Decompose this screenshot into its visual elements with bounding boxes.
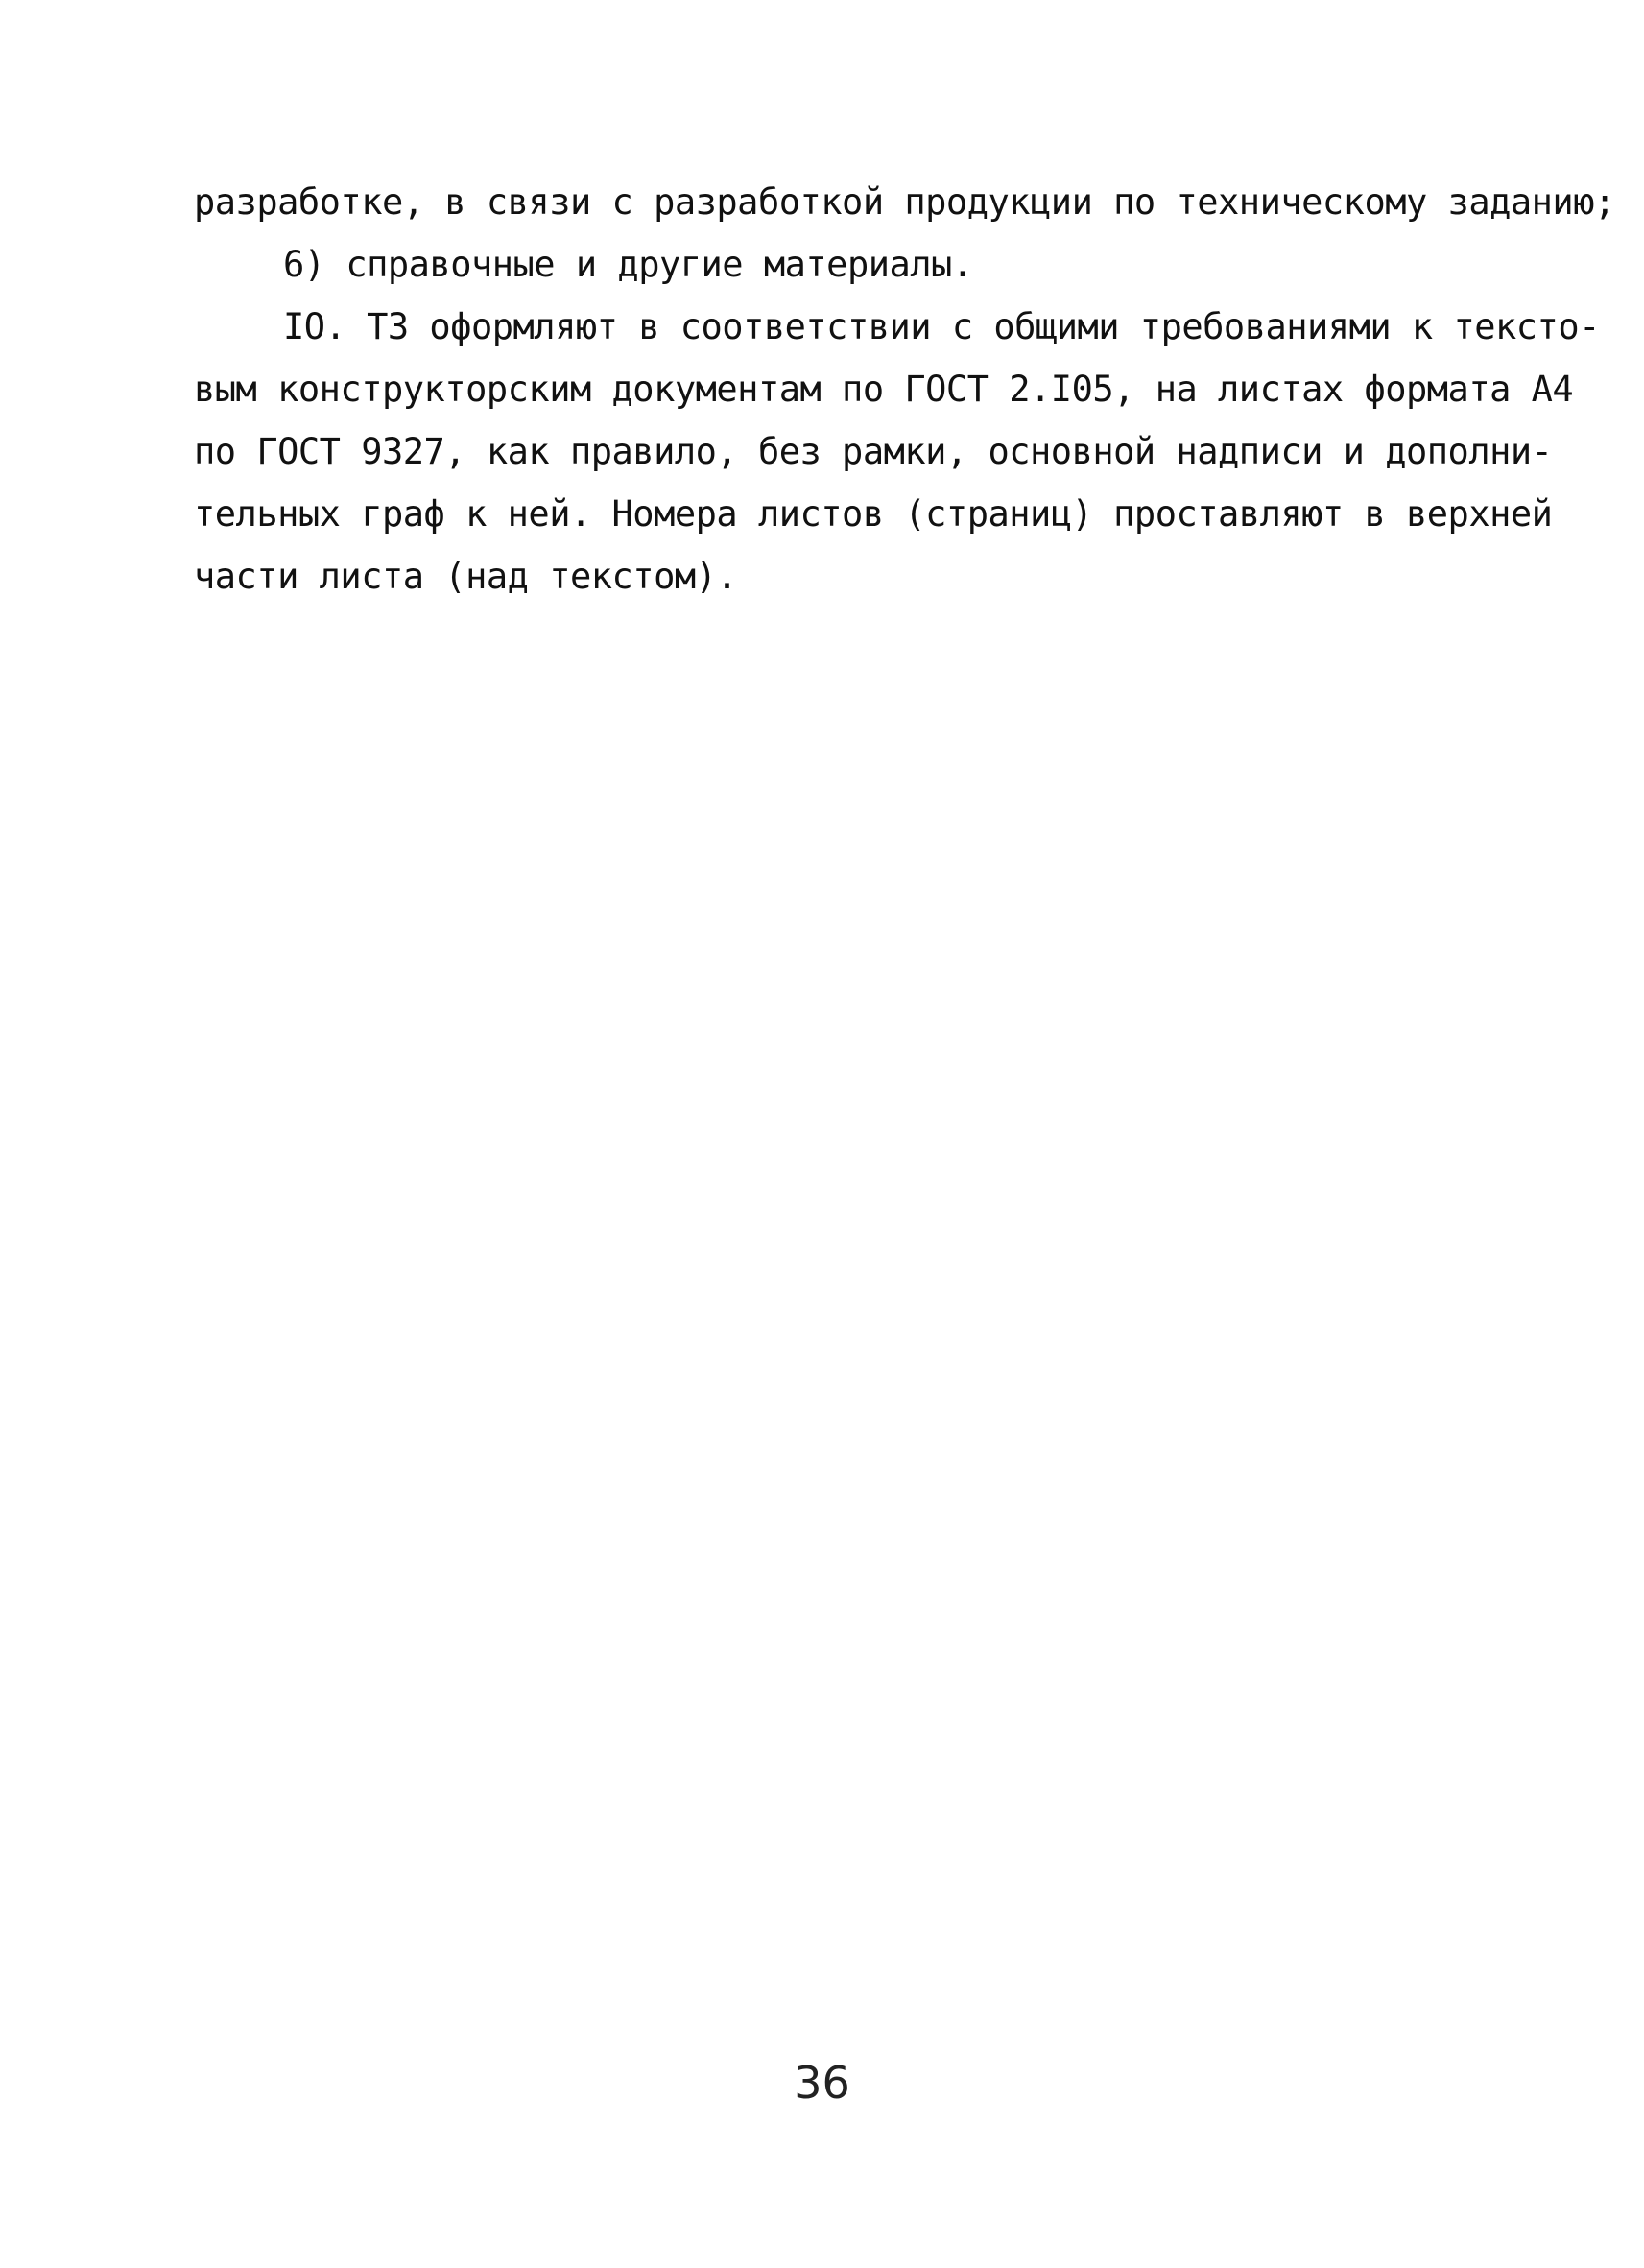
paragraph-10-line-4: тельных граф к ней. Номера листов (страниц) проставляют в верхней (194, 493, 1553, 535)
body-text (194, 171, 1615, 608)
paragraph-10-line-1: IO. ТЗ оформляют в соответствии с общими требованиями к тексто- (283, 306, 1600, 347)
text-line-1: разработке, в связи с разработкой продукции по техническому заданию; (194, 181, 1615, 223)
paragraph-10-line-2: вым конструкторским документам по ГОСТ 2.I05, на листах формата А4 (194, 369, 1574, 410)
page-number: 36 (794, 2057, 850, 2109)
list-item-6: 6) справочные и другие материалы. (283, 244, 973, 285)
paragraph-10-line-5: части листа (над текстом). (194, 556, 738, 597)
paragraph-10-line-3: по ГОСТ 9327, как правило, без рамки, основной надписи и дополни- (194, 431, 1553, 472)
